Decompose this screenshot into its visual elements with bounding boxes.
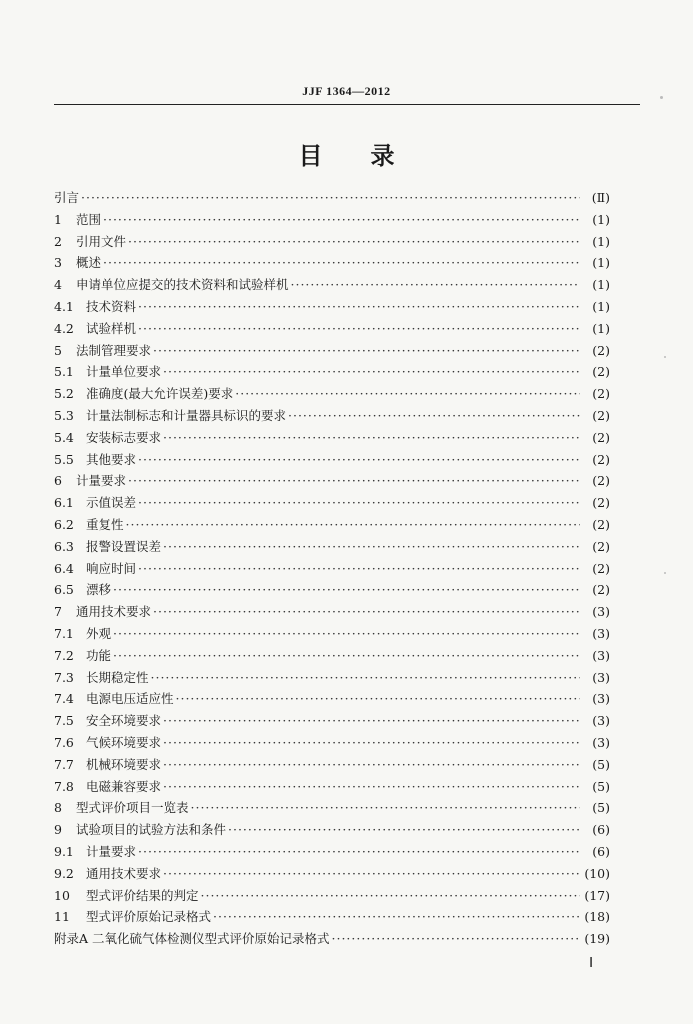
toc-leader-dots [235,383,580,405]
toc-entry-label: 申请单位应提交的技术资料和试验样机 [76,277,289,293]
toc-leader-dots [163,776,580,798]
toc-entry-page: (Ⅱ) [591,190,610,205]
toc-entry-number: 7.3 [54,669,74,685]
toc-entry-label: 引言 [54,190,80,205]
toc-entry-number: 5.3 [54,407,74,423]
toc-entry [54,340,610,362]
toc-leader-dots [128,470,580,492]
toc-entry-page: (10) [584,865,610,881]
toc-entry-label: 法制管理要求 [76,342,152,358]
toc-entry [54,841,610,863]
toc-leader-dots [126,514,580,536]
toc-entry-page: (3) [592,734,610,750]
toc-entry-label: 技术资料 [86,298,137,314]
toc-entry-label: 计量要求 [86,843,137,859]
toc-entry-number: 5.1 [54,364,74,380]
toc-entry-page: (5) [592,756,610,772]
toc-entry [54,252,610,274]
toc-entry-page: (3) [592,713,610,729]
toc-entry [54,645,610,667]
toc-entry-number: 6 [54,473,62,489]
toc-entry-label: 机械环境要求 [86,756,162,772]
toc-leader-dots [288,405,580,427]
toc-entry-page: (1) [592,277,610,293]
scan-speck [664,572,666,574]
toc-entry-page: (3) [592,625,610,641]
table-of-contents [54,187,610,950]
toc-entry-label: 响应时间 [86,560,137,576]
toc-entry-label: 示值误差 [86,495,137,511]
toc-leader-dots [151,667,580,689]
toc-leader-dots [113,579,580,601]
toc-entry-label: 功能 [86,647,112,663]
toc-entry [54,688,610,710]
toc-entry-number: 9 [54,822,62,838]
toc-entry-label: 型式评价原始记录格式 [86,909,212,925]
toc-leader-dots [191,797,580,819]
toc-entry-label: 计量单位要求 [86,364,162,380]
toc-entry-page: (5) [592,778,610,794]
toc-entry-page: (2) [592,386,610,402]
toc-entry [54,797,610,819]
toc-entry-label: 电磁兼容要求 [86,778,162,794]
toc-entry-label: 二氧化硫气体检测仪型式评价原始记录格式 [92,931,330,947]
toc-entry-number: 4.1 [54,298,74,314]
toc-leader-dots [138,296,580,318]
toc-entry-number: 7.2 [54,647,74,663]
toc-entry-label: 通用技术要求 [76,604,152,620]
toc-entry [54,231,610,253]
toc-leader-dots [291,274,580,296]
toc-entry-page: (2) [592,451,610,467]
toc-entry-page: (2) [592,342,610,358]
toc-entry-page: (2) [592,538,610,554]
toc-entry-label: 计量法制标志和计量器具标识的要求 [86,407,287,423]
toc-leader-dots [138,558,580,580]
toc-entry [54,754,610,776]
toc-entry [54,885,610,907]
toc-entry-label: 安全环境要求 [86,713,162,729]
toc-entry-number: 9.1 [54,843,74,859]
toc-entry [54,601,610,623]
toc-entry-label: 引用文件 [76,233,127,249]
header-rule [54,104,640,105]
toc-leader-dots [128,231,580,253]
toc-entry-label: 型式评价项目一览表 [76,800,189,816]
toc-entry [54,558,610,580]
toc-leader-dots [153,601,580,623]
toc-entry-label: 其他要求 [86,451,137,467]
toc-leader-dots [163,361,580,383]
toc-entry [54,449,610,471]
toc-entry [54,514,610,536]
toc-entry [54,776,610,798]
toc-entry [54,427,610,449]
toc-entry-label: 试验项目的试验方法和条件 [76,822,227,838]
toc-leader-dots [163,863,580,885]
toc-entry-label: 准确度(最大允许误差)要求 [86,386,234,402]
toc-entry-number: 5.2 [54,386,74,402]
toc-entry [54,274,610,296]
toc-entry-page: (2) [592,560,610,576]
scan-speck [660,96,663,99]
toc-entry [54,579,610,601]
toc-entry-page: (3) [592,647,610,663]
toc-entry [54,906,610,928]
toc-entry-label: 漂移 [86,582,112,598]
toc-entry-number: 6.3 [54,538,74,554]
toc-entry-number: 7.7 [54,756,74,772]
toc-entry-number: 7.6 [54,734,74,750]
toc-entry-label: 气候环境要求 [86,734,162,750]
toc-leader-dots [176,688,580,710]
toc-entry [54,536,610,558]
toc-entry-page: (3) [592,669,610,685]
toc-entry [54,710,610,732]
toc-entry-page: (1) [592,233,610,249]
toc-entry [54,470,610,492]
toc-entry-label: 重复性 [86,516,124,532]
toc-entry-label: 报警设置误差 [86,538,162,554]
toc-entry-page: (2) [592,473,610,489]
toc-entry [54,819,610,841]
toc-entry-number: 7 [54,604,62,620]
toc-entry [54,732,610,754]
toc-entry-number: 5.5 [54,451,74,467]
page-number: Ⅰ [589,956,594,971]
toc-leader-dots [103,209,580,231]
toc-entry [54,383,610,405]
toc-entry-page: (5) [592,800,610,816]
toc-entry-page: (2) [592,495,610,511]
toc-leader-dots [163,732,580,754]
toc-entry-page: (6) [592,843,610,859]
toc-entry [54,209,610,231]
toc-entry-number: 6.2 [54,516,74,532]
toc-leader-dots [138,449,580,471]
toc-entry-number: 7.1 [54,625,74,641]
toc-entry-label: 安装标志要求 [86,429,162,445]
toc-entry-number: 7.8 [54,778,74,794]
toc-entry [54,623,610,645]
toc-entry-number: 8 [54,800,62,816]
toc-entry-number: 6.4 [54,560,74,576]
toc-leader-dots [113,645,580,667]
toc-leader-dots [153,340,580,362]
toc-entry [54,928,610,950]
toc-leader-dots [81,187,580,209]
toc-entry-page: (1) [592,320,610,336]
toc-entry-number: 6.1 [54,495,74,511]
toc-leader-dots [201,885,580,907]
toc-entry-number: 3 [54,255,62,271]
toc-entry-page: (3) [592,691,610,707]
toc-entry-page: (2) [592,582,610,598]
toc-entry [54,863,610,885]
toc-entry-page: (18) [584,909,610,925]
toc-leader-dots [163,536,580,558]
toc-entry-label: 长期稳定性 [86,669,149,685]
toc-entry-number: 5.4 [54,429,74,445]
toc-leader-dots [138,318,580,340]
toc-entry-page: (19) [584,931,610,947]
toc-entry [54,361,610,383]
toc-entry [54,492,610,514]
toc-leader-dots [228,819,580,841]
toc-leader-dots [163,754,580,776]
toc-leader-dots [163,427,580,449]
toc-entry-number: 11 [54,909,70,925]
scan-speck [664,356,666,358]
toc-entry [54,667,610,689]
toc-entry-number: 9.2 [54,865,74,881]
toc-entry-page: (1) [592,255,610,271]
toc-entry-page: (6) [592,822,610,838]
toc-entry-page: (2) [592,364,610,380]
toc-entry-page: (1) [592,211,610,227]
toc-leader-dots [163,710,580,732]
toc-entry-label: 试验样机 [86,320,137,336]
toc-entry-label: 计量要求 [76,473,127,489]
toc-entry [54,318,610,340]
toc-entry-number: 10 [54,887,70,903]
toc-leader-dots [113,623,580,645]
toc-entry-number: 4.2 [54,320,74,336]
toc-leader-dots [213,906,580,928]
toc-entry-page: (2) [592,516,610,532]
running-header: JJF 1364—2012 [302,84,391,98]
toc-leader-dots [103,252,580,274]
toc-entry-label: 电源电压适应性 [86,691,174,707]
toc-entry-page: (17) [584,887,610,903]
toc-entry-page: (2) [592,429,610,445]
toc-entry [54,187,610,209]
toc-leader-dots [138,492,580,514]
toc-entry-number: 附录A [54,931,89,947]
page-title: 目录 [298,142,443,170]
toc-entry-number: 2 [54,233,62,249]
toc-entry-number: 6.5 [54,582,74,598]
toc-entry-number: 4 [54,277,62,293]
toc-entry-number: 5 [54,342,62,358]
toc-entry-label: 型式评价结果的判定 [86,887,199,903]
toc-entry-label: 通用技术要求 [86,865,162,881]
toc-entry-page: (1) [592,298,610,314]
toc-entry-label: 范围 [76,211,102,227]
toc-leader-dots [138,841,580,863]
toc-entry-number: 7.4 [54,691,74,707]
toc-entry [54,405,610,427]
toc-entry [54,296,610,318]
toc-entry-label: 概述 [76,255,102,271]
toc-entry-label: 外观 [86,625,112,641]
toc-entry-page: (3) [592,604,610,620]
toc-leader-dots [332,928,580,950]
toc-entry-number: 7.5 [54,713,74,729]
toc-entry-page: (2) [592,407,610,423]
toc-entry-number: 1 [54,211,62,227]
